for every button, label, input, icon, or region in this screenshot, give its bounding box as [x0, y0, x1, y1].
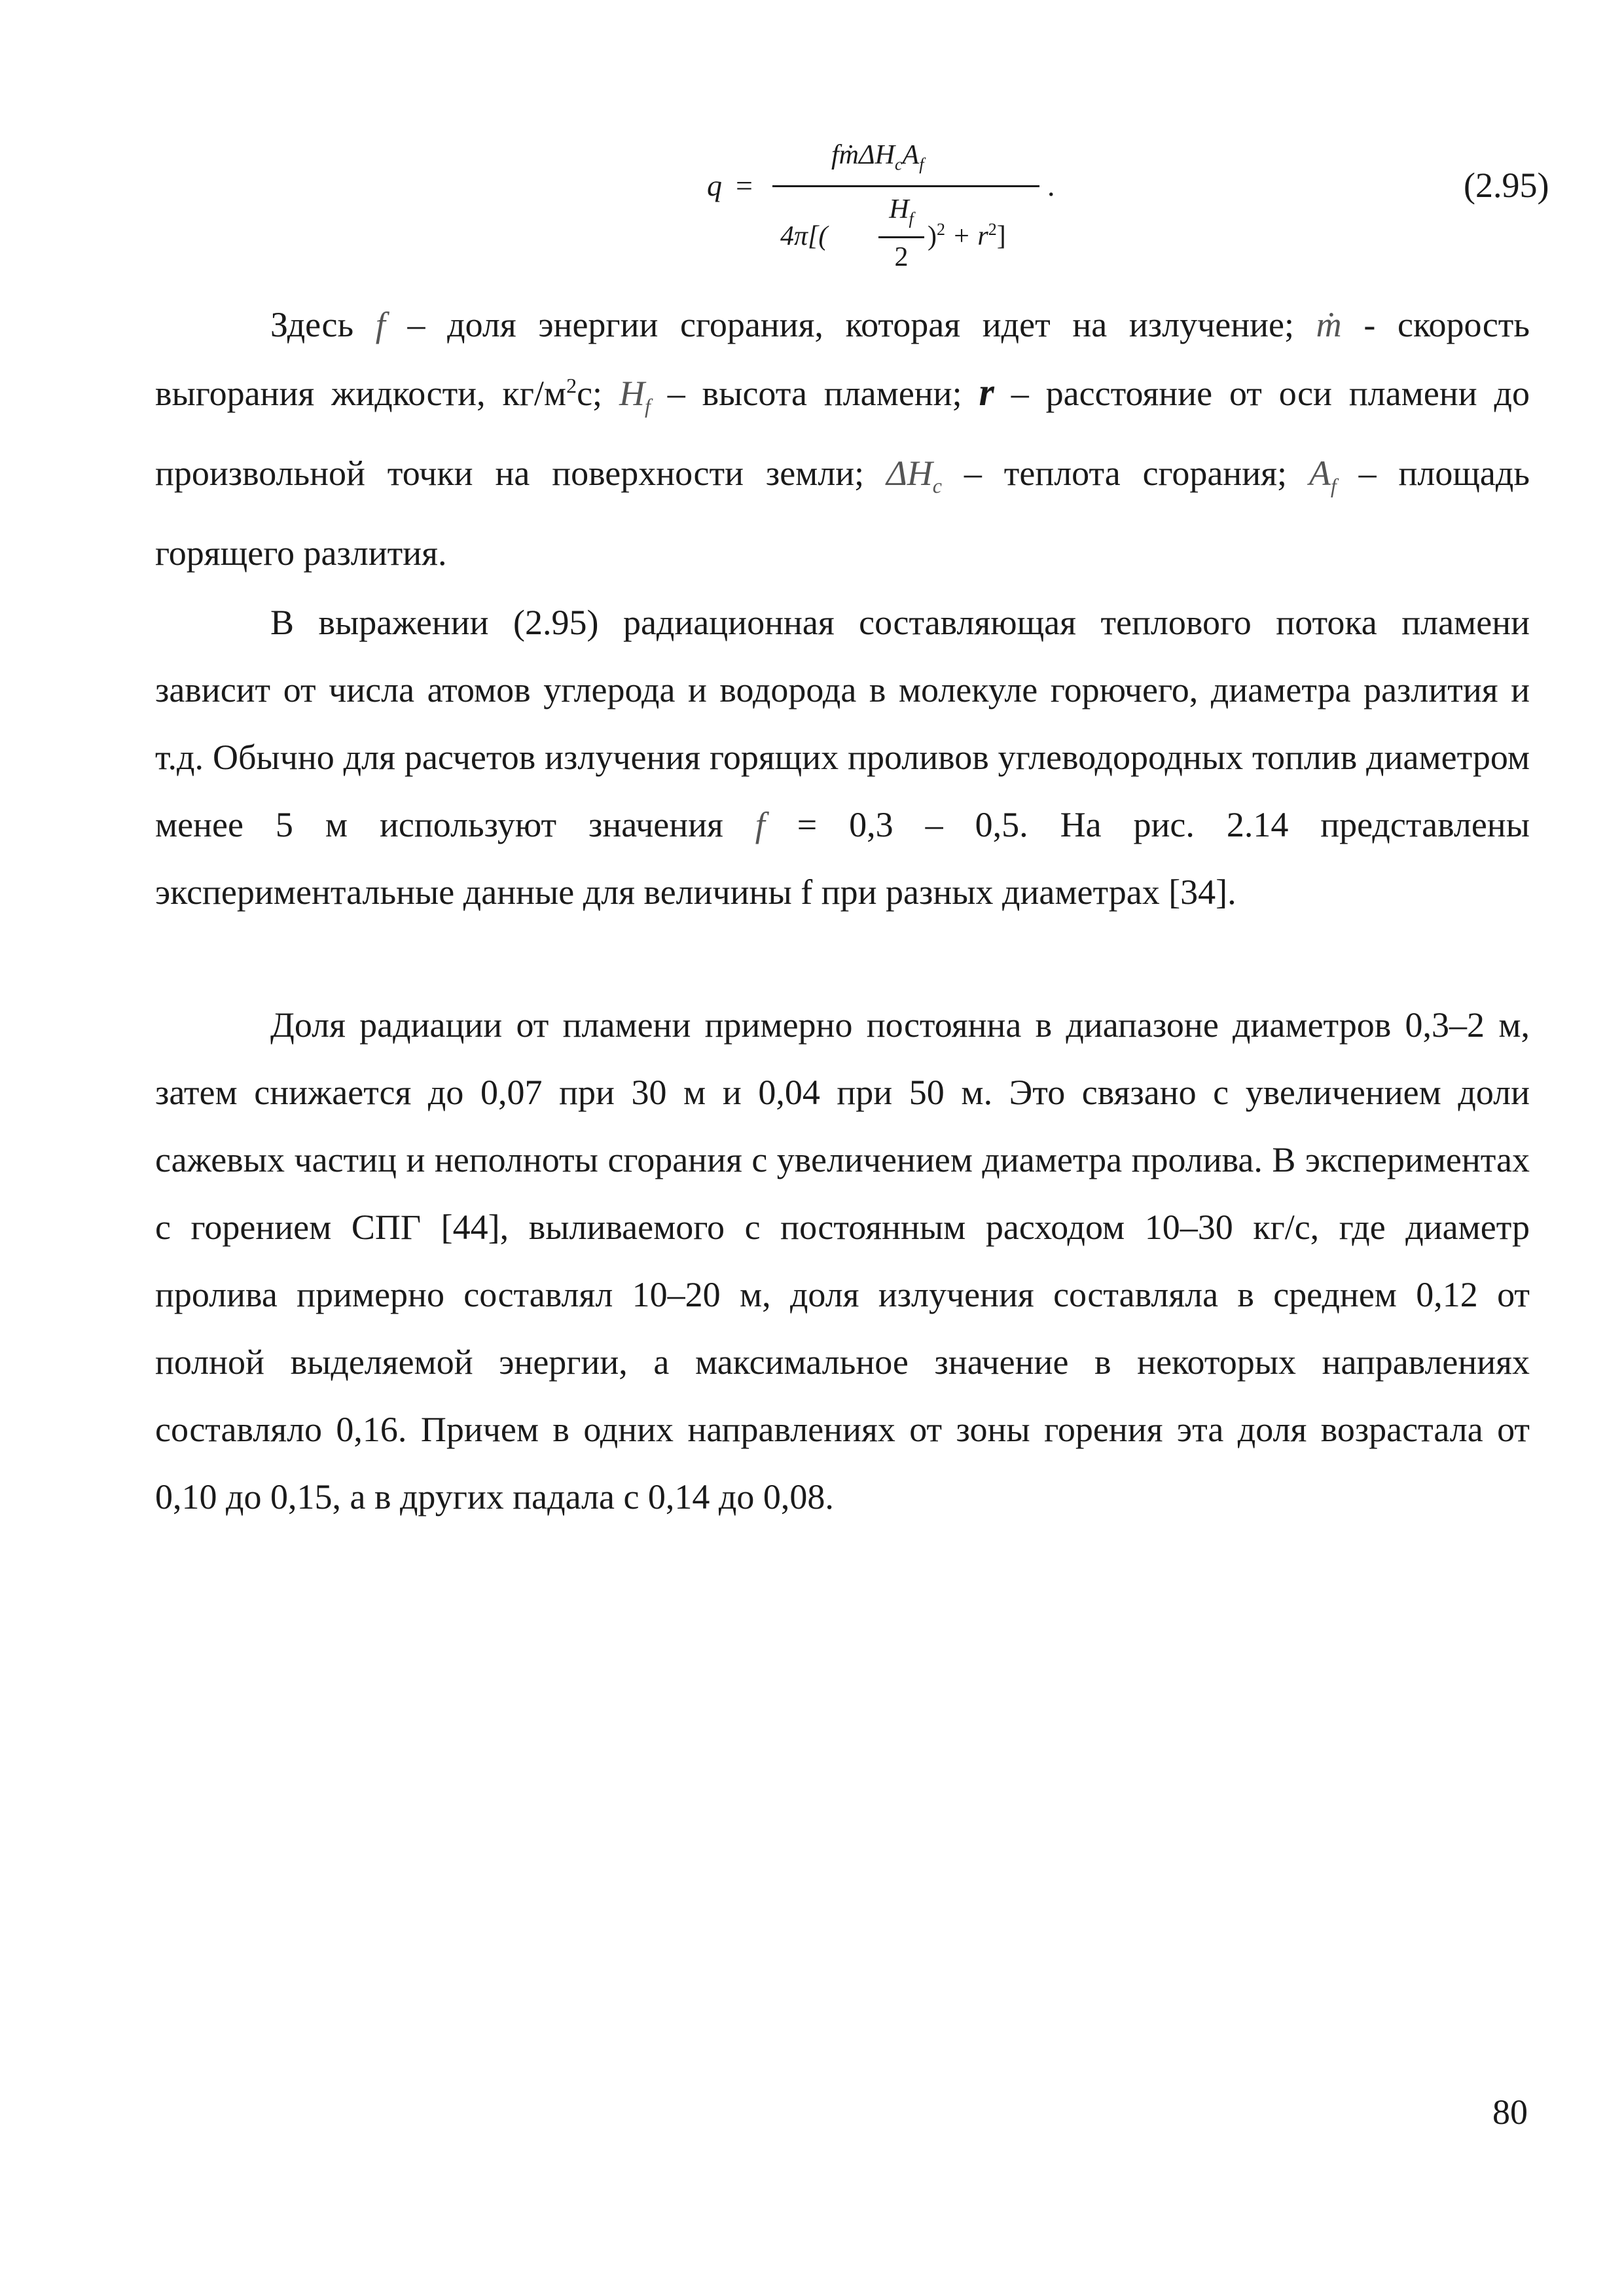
paragraph-definitions — [155, 291, 1530, 587]
formula-denom-paren: ) — [928, 221, 937, 251]
var-f: f — [375, 305, 386, 344]
p1-text-6: – расстояние от оси пламени до произвольной точки на поверхности земли; — [155, 374, 1530, 493]
var-h-sub: f — [644, 393, 651, 418]
formula-denom-plus-r: + r — [945, 221, 988, 251]
formula-denom-sq1: 2 — [937, 220, 945, 239]
formula-lhs: q — [707, 169, 722, 202]
p2-text-1: В выражении (2.95) радиационная составляющая теплового потока пламени зависит от числа атомов углерода и водорода в молекуле горючего, диаметра разлития и т.д. Обычно для расчетов излучения горящих проливов углеводородных топлив диаметром менее 5 м используют значения — [155, 603, 1530, 844]
p1-text-2: – доля энергии сгорания, которая идет на излучение; — [385, 305, 1316, 344]
p1-text-7: – теплота сгорания; — [941, 453, 1309, 493]
paragraph-radiation-fraction: Доля радиации от пламени примерно постоянна в диапазоне диаметров 0,3–2 м, затем снижается до 0,07 при 30 м и 0,04 при 50 м. Это связано с увеличением доли сажевых частиц и неполноты сгорания с увеличением диаметра пролива. В экспериментах с горением СПГ [44], выливаемого с постоянным расходом 10–30 кг/с, где диаметр пролива примерно составлял 10–20 м, доля излучения составляла в среднем 0,12 от полной выделяемой энергии, а максимальное значение в некоторых направлениях составляло 0,16. Причем в одних направлениях от зоны горения эта доля возрастала от 0,10 до 0,15, а в других падала с 0,14 до 0,08. — [155, 1005, 1530, 1516]
formula-inner-h-sub: f — [909, 209, 914, 228]
var-a-f — [1308, 453, 1337, 497]
formula-inner-top — [878, 193, 924, 235]
formula-num-f: f — [831, 140, 839, 170]
formula-inner-h: H — [889, 194, 909, 224]
var-a: A — [1308, 453, 1331, 493]
var-r: r — [979, 370, 994, 414]
p1-text-8: – площадь горящего разлития. — [155, 453, 1530, 573]
var-f-2: f — [755, 805, 765, 844]
formula-denominator — [780, 193, 1036, 285]
p1-sup-2: 2 — [566, 374, 577, 397]
p1-text-1: Здесь — [270, 305, 376, 344]
paragraph-expression-notes — [155, 589, 1530, 926]
formula-denom-prefix: 4π[( — [780, 221, 828, 251]
p2-text-2: = 0,3 – 0,5. На рис. 2.14 представлены экспериментальные данные для величины f при разных диаметрах [34]. — [155, 805, 1530, 912]
formula-num-f-sub: f — [919, 154, 924, 174]
formula-denom-close: ] — [996, 221, 1006, 251]
p1-text-3: - скорость выгорания жидкости, кг/м — [155, 305, 1530, 413]
formula-fraction-bar — [772, 185, 1039, 187]
var-h-f — [619, 374, 651, 418]
var-mdot: ṁ — [1316, 305, 1342, 344]
formula-trailing-dot: . — [1047, 169, 1055, 202]
formula-denom-sq2: 2 — [988, 220, 997, 239]
page-number: 80 — [1492, 2092, 1528, 2132]
formula-num-c: c — [895, 154, 903, 174]
p1-text-5: – высота пламени; — [650, 374, 979, 413]
formula-equals: = — [736, 169, 753, 202]
formula-denom-suffix — [928, 221, 1006, 252]
formula-num-a: A — [902, 140, 920, 170]
var-delta-h: ΔH — [886, 453, 933, 493]
var-delta-h-sub: c — [932, 473, 942, 497]
formula-numerator — [831, 139, 924, 174]
var-a-sub: f — [1330, 473, 1337, 497]
p1-text-4: с; — [577, 374, 619, 413]
formula-inner-bottom: 2 — [894, 242, 909, 273]
var-h: H — [619, 374, 645, 413]
var-delta-h-c — [886, 453, 942, 497]
formula-2-95 — [707, 134, 1055, 285]
formula-inner-fraction — [878, 193, 924, 274]
formula-num-mdot: ṁ — [839, 140, 859, 170]
formula-inner-bar — [878, 236, 924, 238]
formula-num-delta-h: ΔH — [859, 140, 895, 170]
equation-number: (2.95) — [1464, 166, 1549, 205]
